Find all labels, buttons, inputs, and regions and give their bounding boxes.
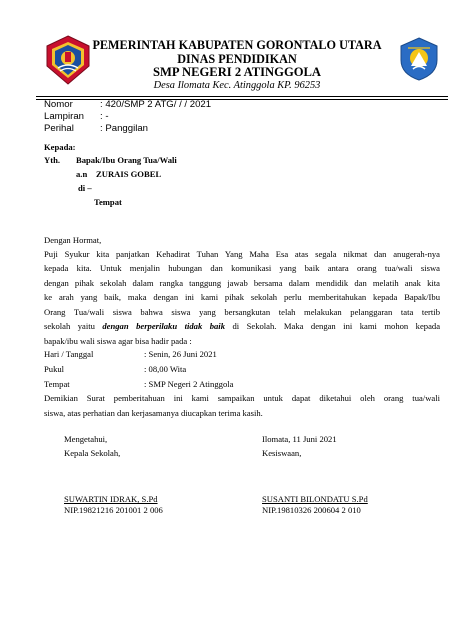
nomor-value: : 420/SMP 2 ATG/ / / 2021 <box>100 99 212 110</box>
paragraph-line: ke arah yang baik, maka dengan ini kami pihak sekolah perlu memberitahukan kepada Bapak/Ibu <box>44 292 440 302</box>
schedule-time-label: Pukul <box>44 364 65 374</box>
signature-left-role: Kepala Sekolah, <box>64 448 121 458</box>
paragraph-line: bapak/ibu wali siswa agar bisa hadir pada : <box>44 336 192 346</box>
closing-line: Demikian Surat pemberitahuan ini kami sampaikan untuk dapat diketahui oleh orang tua/wali <box>44 393 440 403</box>
signature-left-title: Mengetahui, <box>64 434 108 444</box>
yth-label: Yth. <box>44 155 60 165</box>
tempat-label: Tempat <box>94 197 122 207</box>
di-label: di – <box>78 183 92 193</box>
signature-right-date: Ilomata, 11 Juni 2021 <box>262 434 337 444</box>
kepada-label: Kepada: <box>44 142 76 152</box>
paragraph-line: dengan pihak sekolah dalam rangka tanggung jawab bersama dalam mendidik dan melatih anak kita <box>44 278 440 288</box>
paragraph-line-violation <box>44 321 440 331</box>
student-name: ZURAIS GOBEL <box>96 169 162 179</box>
schedule-place-value: : SMP Negeri 2 Atinggola <box>144 379 234 389</box>
salutation: Dengan Hormat, <box>44 235 102 245</box>
violation-pre: sekolah yaitu <box>44 321 103 331</box>
letterhead-school: SMP NEGERI 2 ATINGGOLA <box>152 65 322 79</box>
lampiran-value: : - <box>100 111 109 122</box>
letterhead-address: Desa Ilomata Kec. Atinggola KP. 96253 <box>153 80 321 91</box>
signature-right-role: Kesiswaan, <box>262 448 302 458</box>
closing-line: siswa, atas perhatian dan kerjasamanya diucapkan terima kasih. <box>44 408 263 418</box>
violation-description: dengan berperilaku tidak baik <box>102 321 225 331</box>
nomor-label: Nomor <box>44 99 73 110</box>
signature-left-name: SUWARTIN IDRAK, S.Pd <box>64 494 158 504</box>
schedule-place-label: Tempat <box>44 379 70 389</box>
schedule-day-label: Hari / Tanggal <box>44 349 94 359</box>
signature-right-name: SUSANTI BILONDATU S.Pd <box>262 494 368 504</box>
schedule-day-value: : Senin, 26 Juni 2021 <box>144 349 217 359</box>
lampiran-label: Lampiran <box>44 111 84 122</box>
an-label: a.n <box>76 169 88 179</box>
letterhead-rule-thin <box>36 99 448 100</box>
violation-post: di Sekolah. Maka dengan ini kami mohon kepada <box>225 321 441 331</box>
paragraph-line: Puji Syukur kita panjatkan Kehadirat Tuhan Yang Maha Esa atas segala nikmat dan anugerah-nya <box>44 249 440 259</box>
perihal-value: : Panggilan <box>100 123 149 134</box>
signature-right-nip: NIP.19810326 200604 2 010 <box>262 505 361 515</box>
paragraph-line: Orang Tua/wali siswa bahwa siswa yang bersangkutan telah melakukan pelanggaran tata tertib <box>44 307 440 317</box>
letterhead-rule <box>36 96 448 97</box>
letterhead-government: PEMERINTAH KABUPATEN GORONTALO UTARA <box>92 38 382 52</box>
recipient-name: Bapak/Ibu Orang Tua/Wali <box>76 155 177 165</box>
paragraph-line: kepada kita. Untuk menjalin hubungan dan komunikasi yang baik antara orang tua/wali siswa <box>44 263 440 273</box>
perihal-label: Perihal <box>44 123 74 134</box>
letterhead-department: DINAS PENDIDIKAN <box>177 52 297 66</box>
schedule-time-value: : 08,00 Wita <box>144 364 187 374</box>
signature-left-nip: NIP.19821216 201001 2 006 <box>64 505 163 515</box>
